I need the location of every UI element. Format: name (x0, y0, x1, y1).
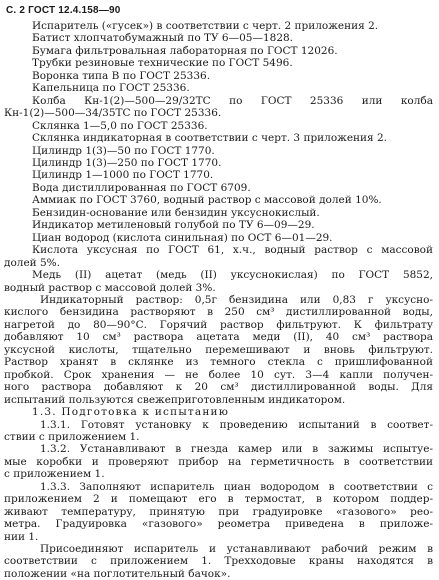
text-line: уксусной кислоты, тщательно перемешивают и вновь фильтруют. (4, 343, 433, 356)
text-line: нии 1. (4, 530, 39, 543)
text-line: положении «на поглотительный бачок». (4, 567, 231, 580)
text-line: Индикаторный раствор: 0,5г бензидина или 0,83 г уксусно- (40, 293, 433, 306)
text-line: Цилиндр 1—1000 по ГОСТ 1770. (32, 169, 214, 182)
section-heading: 1.3. Подготовка к испытанию (32, 406, 230, 419)
text-line: Бензидин-основание или бензидин уксуснокислый. (32, 206, 320, 219)
text-line: добавляют 10 см³ раствора ацетата меди (II), 40 см³ раствора (4, 331, 433, 344)
page-header: С. 2 ГОСТ 12.4.158—90 (6, 5, 121, 16)
text-line: Цилиндр 1(3)—50 по ГОСТ 1770. (32, 144, 215, 157)
text-line: метра. Градуировка «газового» реометра приведена в приложе- (4, 518, 433, 531)
text-line: мые коробки и проверяют прибор на герметичность в соответствии (4, 455, 433, 468)
text-line: Бумага фильтровальная лабораторная по ГОСТ 12026. (32, 44, 338, 57)
text-line: Воронка типа В по ГОСТ 25336. (32, 69, 211, 82)
text-line: 1.3.2. Устанавливают в гнезда камер или в зажимы испытуе- (40, 443, 433, 456)
text-line: Циан водород (кислота синильная) по ОСТ 6—01—29. (32, 231, 333, 244)
text-line: ствии с приложением 1. (4, 430, 140, 443)
text-line: Медь (II) ацетат (медь (II) уксуснокислая) по ГОСТ 5852, (32, 269, 433, 282)
text-line: живают температуру, принятую при градуировке «газового» рео- (4, 505, 433, 518)
text-line: Цилиндр 1(3)—250 по ГОСТ 1770. (32, 156, 222, 169)
text-line: долей 5%. (4, 256, 61, 269)
text-line: Испаритель («гусек») в соответствии с черт. 2 приложения 2. (32, 20, 379, 32)
text-line: ного раствора добавляют к 20 см³ дистиллированной воды. Для (4, 381, 433, 394)
text-line: Капельница по ГОСТ 25336. (32, 82, 190, 95)
text-line: 1.3.3. Заполняют испаритель циан водородом в соответствии с (40, 480, 433, 493)
text-line: Индикатор метиленовый голубой по ТУ 6—09—29. (32, 219, 315, 232)
document-body (4, 20, 433, 580)
text-line: Колба Кн-1(2)—500—29/32ТС по ГОСТ 25336 или колба (32, 94, 433, 107)
text-line: Склянка индикаторная в соответствии с черт. 3 приложения 2. (32, 132, 388, 145)
text-line: Вода дистиллированная по ГОСТ 6709. (32, 181, 251, 194)
text-line: Раствор хранят в склянке из темного стекла с пришлифованной (4, 356, 433, 369)
text-line: 1.3.1. Готовят установку к проведению испытаний в соответ- (40, 418, 433, 431)
text-line: Батист хлопчатобумажный по ТУ 6—05—1828. (32, 32, 294, 45)
text-line: кислого бензидина растворяют в 250 см³ дистиллированной воды, (4, 306, 433, 319)
text-line: Кн-1(2)—500—34/35ТС по ГОСТ 25336. (4, 107, 222, 120)
text-line: Присоединяют испаритель и устанавливают рабочий режим в (40, 543, 433, 556)
text-line: нагретой до 80—90°С. Горячий раствор фильтруют. К фильтрату (4, 318, 433, 331)
text-line: с приложением 1. (4, 468, 105, 481)
text-line: соответствии с приложением 1. Трехходовые краны находятся в (4, 555, 433, 568)
text-line: пробкой. Срок хранения — не более 10 сут. 3—4 капли получен- (4, 368, 433, 381)
text-line: испытаний пользуются свежеприготовленным индикатором. (4, 393, 346, 406)
text-line: Кислота уксусная по ГОСТ 61, х.ч., водный раствор с массовой (32, 244, 433, 257)
text-line: Склянка 1—5,0 по ГОСТ 25336. (32, 119, 208, 132)
text-line: водный раствор с массовой долей 3%. (4, 281, 216, 294)
text-line: приложением 2 и помещают его в термостат, в котором поддер- (4, 493, 433, 506)
text-line: Аммиак по ГОСТ 3760, водный раствор с массовой долей 10%. (32, 194, 382, 207)
text-line: Трубки резиновые технические по ГОСТ 5496. (32, 57, 293, 70)
